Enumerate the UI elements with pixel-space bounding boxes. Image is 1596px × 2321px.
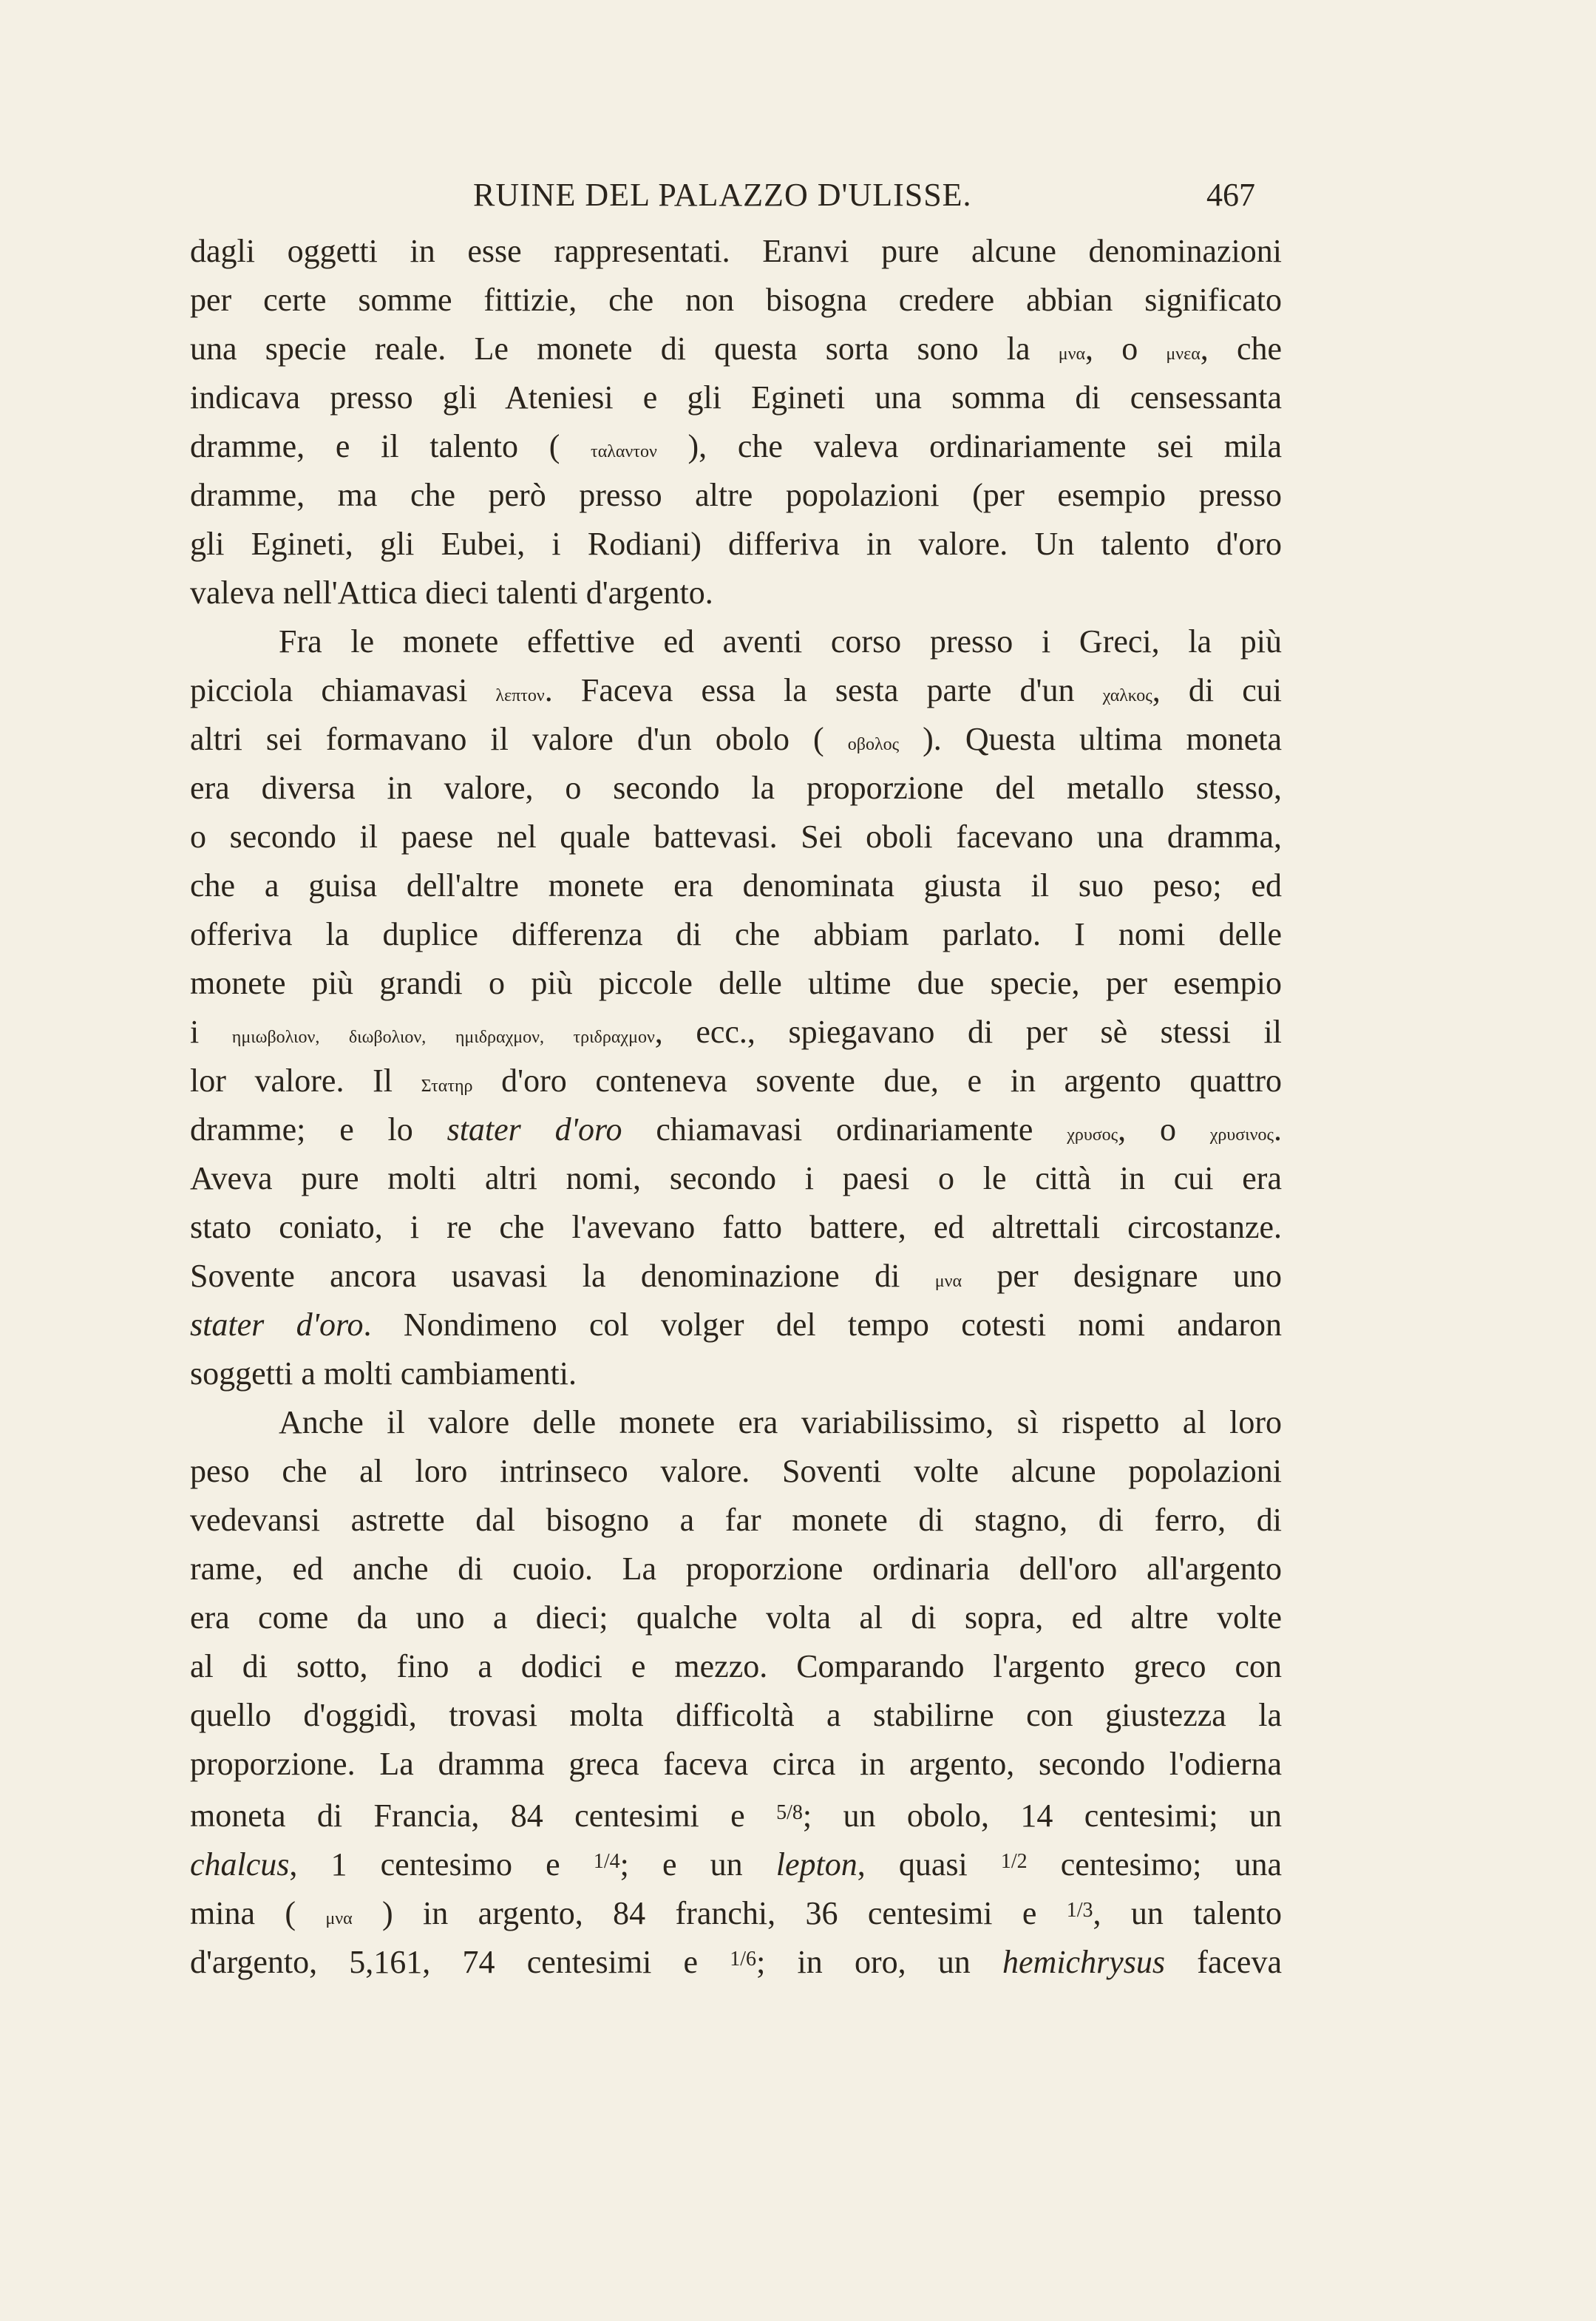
- greek-word: μνα: [325, 1909, 353, 1928]
- fraction: 1/4: [593, 1850, 620, 1873]
- text-line: chalcus, 1 centesimo e $^{1/4}$; e un lepton, quasi $^{1/2}$ centesimo; una: [190, 1846, 1282, 1883]
- text-line: vedevansi astrette dal bisogno a far monete di stagno, di ferro, di: [190, 1502, 1282, 1538]
- greek-word: Στατηρ: [421, 1077, 473, 1096]
- text-line: i ημιωβολιον, διωβολιον, ημιδραχμον, τριδραχμον, ecc., spiegavano di per sè stessi il: [190, 1014, 1282, 1050]
- fraction: 1/2: [1000, 1850, 1028, 1873]
- text-line: Fra le monete effettive ed aventi corso presso i Greci, la più: [279, 623, 1282, 660]
- text-line: indicava presso gli Ateniesi e gli Egineti una somma di censessanta: [190, 379, 1282, 416]
- text-line: era diversa in valore, o secondo la proporzione del metallo stesso,: [190, 770, 1282, 806]
- text-line: dramme, ma che però presso altre popolazioni (per esempio presso: [190, 477, 1282, 513]
- text-line: o secondo il paese nel quale battevasi. Sei oboli facevano una dramma,: [190, 819, 1282, 855]
- greek-word: ταλαντον: [591, 442, 657, 461]
- text-line: moneta di Francia, 84 centesimi e $^{5/8}$; un obolo, 14 centesimi; un: [190, 1797, 1282, 1834]
- text-line: mina ( μνα ) in argento, 84 franchi, 36 centesimi e $^{1/3}$, un talento: [190, 1895, 1283, 1931]
- text-line: quello d'oggidì, trovasi molta difficoltà a stabilirne con giustezza la: [190, 1697, 1282, 1733]
- text-line: dagli oggetti in esse rappresentati. Eranvi pure alcune denominazioni: [190, 233, 1282, 269]
- text-line: peso che al loro intrinseco valore. Soventi volte alcune popolazioni: [190, 1453, 1282, 1489]
- italic-term: hemichrysus: [1002, 1944, 1165, 1980]
- text-line: altri sei formavano il valore d'un obolo ( οβολος ). Questa ultima moneta: [190, 721, 1282, 757]
- fraction: 5/8: [776, 1801, 803, 1824]
- italic-term: stater d'oro: [190, 1307, 364, 1343]
- text-line: gli Egineti, gli Eubei, i Rodiani) differiva in valore. Un talento d'oro: [190, 526, 1282, 562]
- text-line: proporzione. La dramma greca faceva circa in argento, secondo l'odierna: [190, 1746, 1282, 1782]
- text-line: Sovente ancora usavasi la denominazione di μνα per designare uno: [190, 1258, 1282, 1294]
- greek-word: χρυσος: [1067, 1125, 1118, 1145]
- greek-word: λεπτον: [495, 686, 545, 705]
- greek-word: μνεα: [1166, 345, 1201, 364]
- text-line: stato coniato, i re che l'avevano fatto battere, ed altrettali circostanze.: [190, 1209, 1282, 1245]
- text-line: Anche il valore delle monete era variabilissimo, sì rispetto al loro: [279, 1404, 1282, 1440]
- text-line: per certe somme fittizie, che non bisogna credere abbian significato: [190, 282, 1282, 318]
- text-line: stater d'oro. Nondimeno col volger del tempo cotesti nomi andaron: [190, 1307, 1282, 1343]
- text-line: valeva nell'Attica dieci talenti d'argento.: [190, 575, 713, 611]
- text-line: al di sotto, fino a dodici e mezzo. Comparando l'argento greco con: [190, 1648, 1282, 1684]
- greek-word: χρυσινος: [1209, 1125, 1274, 1145]
- text-line: rame, ed anche di cuoio. La proporzione ordinaria dell'oro all'argento: [190, 1551, 1282, 1587]
- greek-word: χαλκος: [1102, 686, 1152, 705]
- text-line: offeriva la duplice differenza di che abbiam parlato. I nomi delle: [190, 916, 1282, 952]
- page-number: 467: [1206, 177, 1255, 213]
- greek-word: ημιωβολιον, διωβολιον, ημιδραχμον, τριδραχμον: [231, 1028, 655, 1047]
- italic-term: chalcus: [190, 1846, 290, 1883]
- greek-word: μνα: [1058, 345, 1086, 364]
- text-line: dramme, e il talento ( ταλαντον ), che valeva ordinariamente sei mila: [190, 428, 1282, 464]
- text-line: lor valore. Il Στατηρ d'oro conteneva sovente due, e in argento quattro: [190, 1063, 1282, 1099]
- text-line: era come da uno a dieci; qualche volta al di sopra, ed altre volte: [190, 1599, 1282, 1636]
- running-header: RUINE DEL PALAZZO D'ULISSE.: [473, 177, 972, 213]
- italic-term: stater d'oro: [446, 1111, 622, 1148]
- fraction: 1/3: [1066, 1899, 1093, 1922]
- text-line: soggetti a molti cambiamenti.: [190, 1355, 577, 1392]
- text-line: che a guisa dell'altre monete era denominata giusta il suo peso; ed: [190, 867, 1282, 904]
- text-line: picciola chiamavasi λεπτον. Faceva essa la sesta parte d'un χαλκος, di cui: [190, 672, 1282, 708]
- greek-word: οβολος: [847, 735, 900, 754]
- text-line: dramme; e lo stater d'oro chiamavasi ordinariamente χρυσος, o χρυσινος.: [190, 1111, 1283, 1148]
- text-line: una specie reale. Le monete di questa sorta sono la μνα, o μνεα, che: [190, 331, 1283, 367]
- fraction: 1/6: [730, 1948, 757, 1971]
- text-line: d'argento, 5,161, 74 centesimi e $^{1/6}$; in oro, un hemichrysus faceva: [190, 1944, 1282, 1980]
- italic-term: lepton: [775, 1846, 858, 1883]
- greek-word: μνα: [934, 1272, 962, 1291]
- text-line: Aveva pure molti altri nomi, secondo i paesi o le città in cui era: [190, 1160, 1282, 1196]
- text-line: monete più grandi o più piccole delle ultime due specie, per esempio: [190, 965, 1282, 1001]
